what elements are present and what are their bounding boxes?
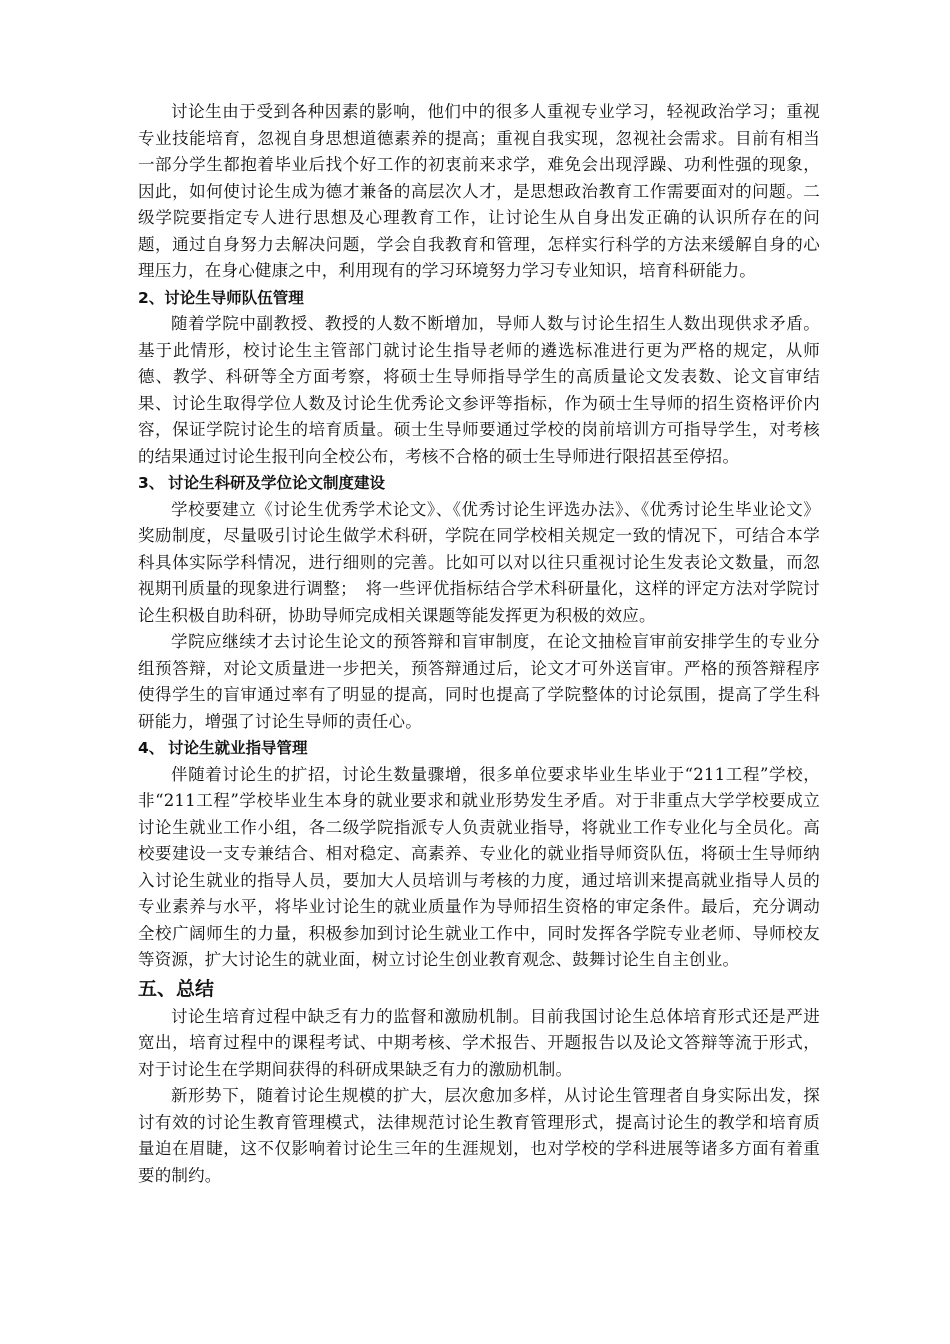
- paragraph-tutor-team: 随着学院中副教授、教授的人数不断增加，导师人数与讨论生招生人数出现供求矛盾。基于此情形，校讨论生主管部门就讨论生指导老师的遴选标准进行更为严格的规定，从师德、教学、科研等全方面考察，将硕士生导师指导学生的高质量论文发表数、论文盲审结果、讨论生取得学位人数及讨论生优秀论文参评等指标，作为硕士生导师的招生资格评价内容，保证学院讨论生的培育质量。硕士生导师要通过学校的岗前培训方可指导学生，对考核的结果通过讨论生报刊向全校公布，考核不合格的硕士生导师进行限招甚至停招。: [138, 314, 820, 466]
- paragraph-summary-1: 讨论生培育过程中缺乏有力的监督和激励机制。目前我国讨论生总体培育形式还是严进宽出，培育过程中的课程考试、中期考核、学术报告、开题报告以及论文答辩等流于形式，对于讨论生在学期间获得的科研成果缺乏有力的激励机制。: [138, 1006, 820, 1079]
- heading-3-research-thesis: [138, 470, 820, 497]
- heading-summary: 五、总结: [138, 977, 215, 1000]
- heading-4-number: 4、: [138, 739, 165, 757]
- paragraph-political-education: 讨论生由于受到各种因素的影响，他们中的很多人重视专业学习，轻视政治学习；重视专业技能培育，忽视自身思想道德素养的提高；重视自我实现，忽视社会需求。目前有相当一部分学生都抱着毕业后找个好工作的初衷前来求学，难免会出现浮躁、功利性强的现象，因此，如何使讨论生成为德才兼备的高层次人才，是思想政治教育工作需要面对的问题。二级学院要指定专人进行思想及心理教育工作，让讨论生从自身出发正确的认识所存在的问题，通过自身努力去解决问题，学会自我教育和管理，怎样实行科学的方法来缓解自身的心理压力，在身心健康之中，利用现有的学习环境努力学习专业知识，培育科研能力。: [138, 102, 820, 280]
- heading-4-employment: [138, 735, 820, 762]
- heading-4-text: 讨论生就业指导管理: [168, 739, 308, 757]
- heading-2-tutor-team: 2、讨论生导师队伍管理: [138, 288, 304, 307]
- document-page: [138, 99, 820, 1189]
- paragraph-employment: 伴随着讨论生的扩招，讨论生数量骤增，很多单位要求毕业生毕业于“211工程”学校，非“211工程”学校毕业生本身的就业要求和就业形势发生矛盾。对于非重点大学学校要成立讨论生就业工作小组，各二级学院指派专人负责就业指导，将就业工作专业化与全员化。高校要建设一支专兼结合、相对稳定、高素养、专业化的就业指导师资队伍，将硕士生导师纳入讨论生就业的指导人员，要加大人员培训与考核的力度，通过培训来提高就业指导人员的专业素养与水平，将毕业讨论生的就业质量作为导师招生资格的审定条件。最后，充分调动全校广阔师生的力量，积极参加到讨论生就业工作中，同时发挥各学院专业老师、导师校友等资源，扩大讨论生的就业面，树立讨论生创业教育观念、鼓舞讨论生自主创业。: [138, 764, 820, 969]
- paragraph-award-system: 学校要建立《讨论生优秀学术论文》、《优秀讨论生评选办法》、《优秀讨论生毕业论文》奖励制度，尽量吸引讨论生做学术科研，学院在同学校相关规定一致的情况下，可结合本学科具体实际学科情况，进行细则的完善。比如可以对以往只重视讨论生发表论文数量，而忽视期刊质量的现象进行调整； 将一些评优指标结合学术科研量化，这样的评定方法对学院讨论生积极自助科研，协助导师完成相关课题等能发挥更为积极的效应。: [138, 499, 820, 625]
- paragraph-summary-2: 新形势下，随着讨论生规模的扩大，层次愈加多样，从讨论生管理者自身实际出发，探讨有效的讨论生教育管理模式，法律规范讨论生教育管理形式，提高讨论生的教学和培育质量迫在眉睫，这不仅影响着讨论生三年的生涯规划，也对学校的学科进展等诸多方面有着重要的制约。: [138, 1086, 820, 1185]
- heading-3-number: 3、: [138, 474, 165, 492]
- paragraph-pre-defense: 学院应继续才去讨论生论文的预答辩和盲审制度，在论文抽检盲审前安排学生的专业分组预答辩，对论文质量进一步把关，预答辩通过后，论文才可外送盲审。严格的预答辩程序使得学生的盲审通过率有了明显的提高，同时也提高了学院整体的讨论氛围，提高了学生科研能力，增强了讨论生导师的责任心。: [138, 632, 820, 731]
- heading-3-text: 讨论生科研及学位论文制度建设: [168, 474, 386, 492]
